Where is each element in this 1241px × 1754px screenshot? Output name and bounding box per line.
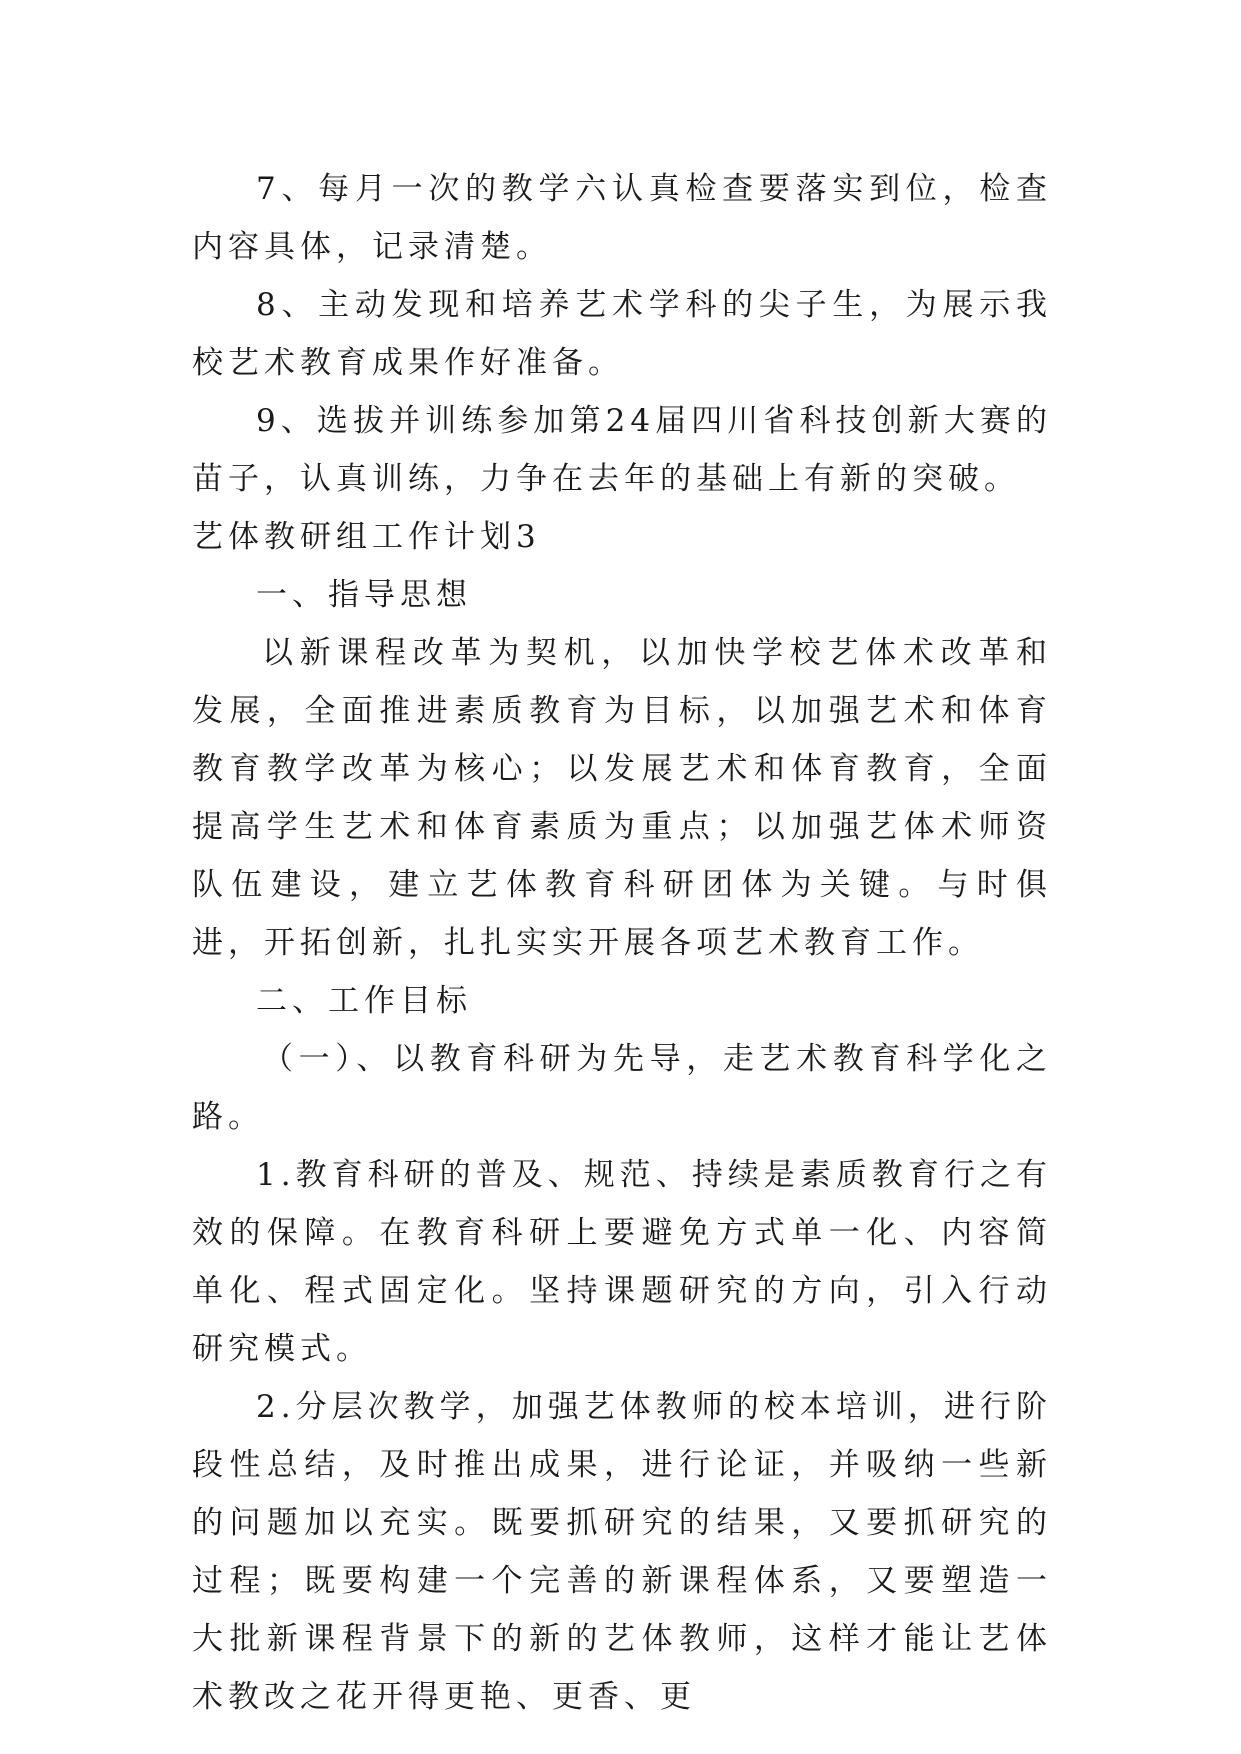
paragraph-point-1: 1.教育科研的普及、规范、持续是素质教育行之有效的保障。在教育科研上要避免方式单一化、内容简单化、程式固定化。坚持课题研究的方向，引入行动研究模式。 — [192, 1157, 1052, 1367]
subheading-research-first: （一）、以教育科研为先导，走艺术教育科学化之路。 — [192, 1041, 1052, 1135]
section-title: 艺体教研组工作计划3 — [192, 519, 541, 555]
paragraph-item-8: 8、主动发现和培养艺术学科的尖子生，为展示我校艺术教育成果作好准备。 — [192, 287, 1052, 381]
heading-guiding-ideology: 一、指导思想 — [256, 577, 472, 613]
document-body — [192, 160, 1052, 1726]
paragraph-item-9: 9、选拔并训练参加第24届四川省科技创新大赛的苗子，认真训练，力争在去年的基础上有新的突破。 — [192, 403, 1052, 497]
paragraph-point-2: 2.分层次教学，加强艺体教师的校本培训，进行阶段性总结，及时推出成果，进行论证，并吸纳一些新的问题加以充实。既要抓研究的结果，又要抓研究的过程；既要构建一个完善的新课程体系，又要塑造一大批新课程背景下的新的艺体教师，这样才能让艺体术教改之花开得更艳、更香、更 — [192, 1389, 1052, 1715]
paragraph-guiding-ideology: 以新课程改革为契机，以加快学校艺体术改革和发展，全面推进素质教育为目标，以加强艺术和体育教育教学改革为核心；以发展艺术和体育教育，全面提高学生艺术和体育素质为重点；以加强艺体术师资队伍建设，建立艺体教育科研团体为关键。与时俱进，开拓创新，扎扎实实开展各项艺术教育工作。 — [192, 635, 1052, 961]
heading-work-goals: 二、工作目标 — [256, 983, 472, 1019]
paragraph-item-7: 7、每月一次的教学六认真检查要落实到位，检查内容具体，记录清楚。 — [192, 171, 1052, 265]
